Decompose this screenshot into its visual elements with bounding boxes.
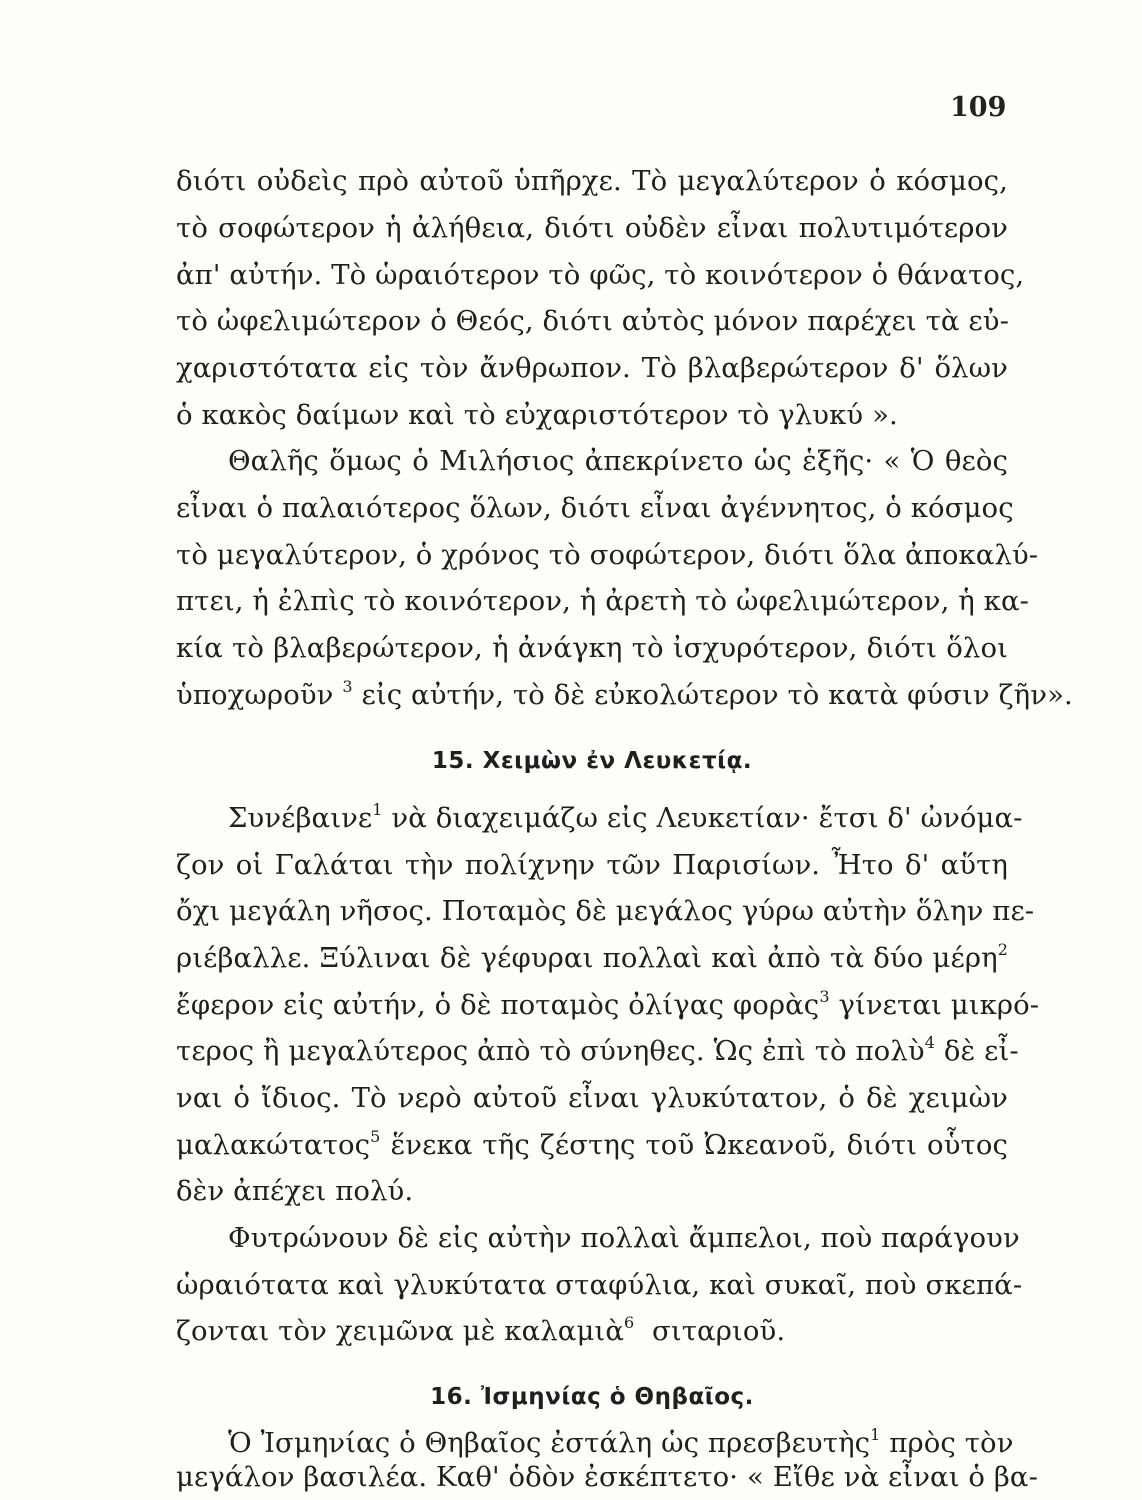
text-line: τὸ σοφώτερον ἡ ἀλήθεια, διότι οὐδὲν εἶναι πολυτιμότερον <box>176 212 1008 244</box>
text-line: χαριστότατα εἰς τὸν ἄνθρωπον. Τὸ βλαβερώτερον δ' ὅλων <box>176 352 1008 384</box>
text-line: τὸ ὠφελιμώτερον ὁ Θεός, διότι αὐτὸς μόνον παρέχει τὰ εὐ- <box>176 305 1009 337</box>
text-line: ὡραιότατα καὶ γλυκύτατα σταφύλια, καὶ συκαῖ, ποὺ σκεπά- <box>176 1269 1023 1301</box>
text-line: δὲν ἀπέχει πολύ. <box>176 1175 414 1207</box>
text-line: πτει, ἡ ἐλπὶς τὸ κοινότερον, ἡ ἀρετὴ τὸ ὠφελιμώτερον, ἡ κα- <box>176 585 1030 617</box>
text-line: ἀπ' αὐτήν. Τὸ ὡραιότερον τὸ φῶς, τὸ κοινότερον ὁ θάνατος, <box>176 259 1025 291</box>
section-heading: 15. Χειμὼν ἐν Λευκετίᾳ. <box>431 748 753 774</box>
footnote-marker: 5 <box>370 1127 381 1146</box>
section-heading: 16. Ἰσμηνίας ὁ Θηβαῖος. <box>430 1384 754 1410</box>
text-line: ὁ κακὸς δαίμων καὶ τὸ εὐχαριστότερον τὸ γλυκύ ». <box>176 399 898 431</box>
text-line: Θαλῆς ὅμως ὁ Μιλήσιος ἀπεκρίνετο ὡς ἑξῆς· « Ὁ θεὸς <box>228 445 1008 477</box>
text-line: ναι ὁ ἴδιος. Τὸ νερὸ αὐτοῦ εἶναι γλυκύτατον, ὁ δὲ χειμὼν <box>176 1082 1008 1114</box>
text-line: τερος ἢ μεγαλύτερος ἀπὸ τὸ σύνηθες. Ὡς ἐπὶ τὸ πολὺ$^4$ δὲ εἶ- <box>176 1033 1019 1067</box>
text-line: ζονται τὸν χειμῶνα μὲ καλαμιὰ$^6$ σιταριοῦ. <box>176 1313 786 1347</box>
text-line: κία τὸ βλαβερώτερον, ἡ ἀνάγκη τὸ ἰσχυρότερον, διότι ὅλοι <box>176 632 1008 664</box>
text-line: διότι οὐδεὶς πρὸ αὐτοῦ ὑπῆρχε. Τὸ μεγαλύτερον ὁ κόσμος, <box>176 165 1008 197</box>
text-line: ζον οἱ Γαλάται τὴν πολίχνην τῶν Παρισίων. Ἦτο δ' αὕτη <box>176 849 1008 881</box>
footnote-marker: 4 <box>924 1033 935 1052</box>
text-line: ἔφερον εἰς αὐτήν, ὁ δὲ ποταμὸς ὀλίγας φορὰς$^3$ γίνεται μικρό- <box>176 987 1040 1021</box>
text-line: τὸ μεγαλύτερον, ὁ χρόνος τὸ σοφώτερον, διότι ὅλα ἀποκαλύ- <box>176 539 1039 571</box>
text-line: μαλακώτατος$^5$ ἕνεκα τῆς ζέστης τοῦ Ὠκεανοῦ, διότι οὗτος <box>176 1127 1009 1161</box>
text-line: Φυτρώνουν δὲ εἰς αὐτὴν πολλαὶ ἄμπελοι, ποὺ παράγουν <box>228 1222 1020 1254</box>
text-line: ὑποχωροῦν $^3$ εἰς αὐτήν, τὸ δὲ εὐκολώτερον τὸ κατὰ φύσιν ζῆν». <box>176 677 1073 711</box>
text-line: μεγάλον βασιλέα. Καθ' ὁδὸν ἐσκέπτετο· « Εἴθε νὰ εἶναι ὁ βα- <box>176 1461 1038 1493</box>
footnote-marker: 1 <box>372 800 383 819</box>
footnote-marker: 2 <box>997 940 1008 959</box>
page-number: 109 <box>950 92 1007 123</box>
text-line: Συνέβαινε$^1$ νὰ διαχειμάζω εἰς Λευκετίαν· ἔτσι δ' ὠνόμα- <box>228 800 1023 834</box>
footnote-marker: 6 <box>624 1313 635 1332</box>
text-line: Ὁ Ἰσμηνίας ὁ Θηβαῖος ἐστάλη ὡς πρεσβευτὴς$^1$ πρὸς τὸν <box>228 1425 1014 1459</box>
footnote-marker: 1 <box>870 1425 881 1444</box>
text-line: εἶναι ὁ παλαιότερος ὅλων, διότι εἶναι ἀγέννητος, ὁ κόσμος <box>176 492 1014 524</box>
text-line: ριέβαλλε. Ξύλιναι δὲ γέφυραι πολλαὶ καὶ ἀπὸ τὰ δύο μέρη$^2$ <box>176 940 1008 974</box>
footnote-marker: 3 <box>342 677 353 696</box>
footnote-marker: 3 <box>819 987 830 1006</box>
text-line: ὄχι μεγάλη νῆσος. Ποταμὸς δὲ μεγάλος γύρω αὐτὴν ὅλην πε- <box>176 895 1035 927</box>
